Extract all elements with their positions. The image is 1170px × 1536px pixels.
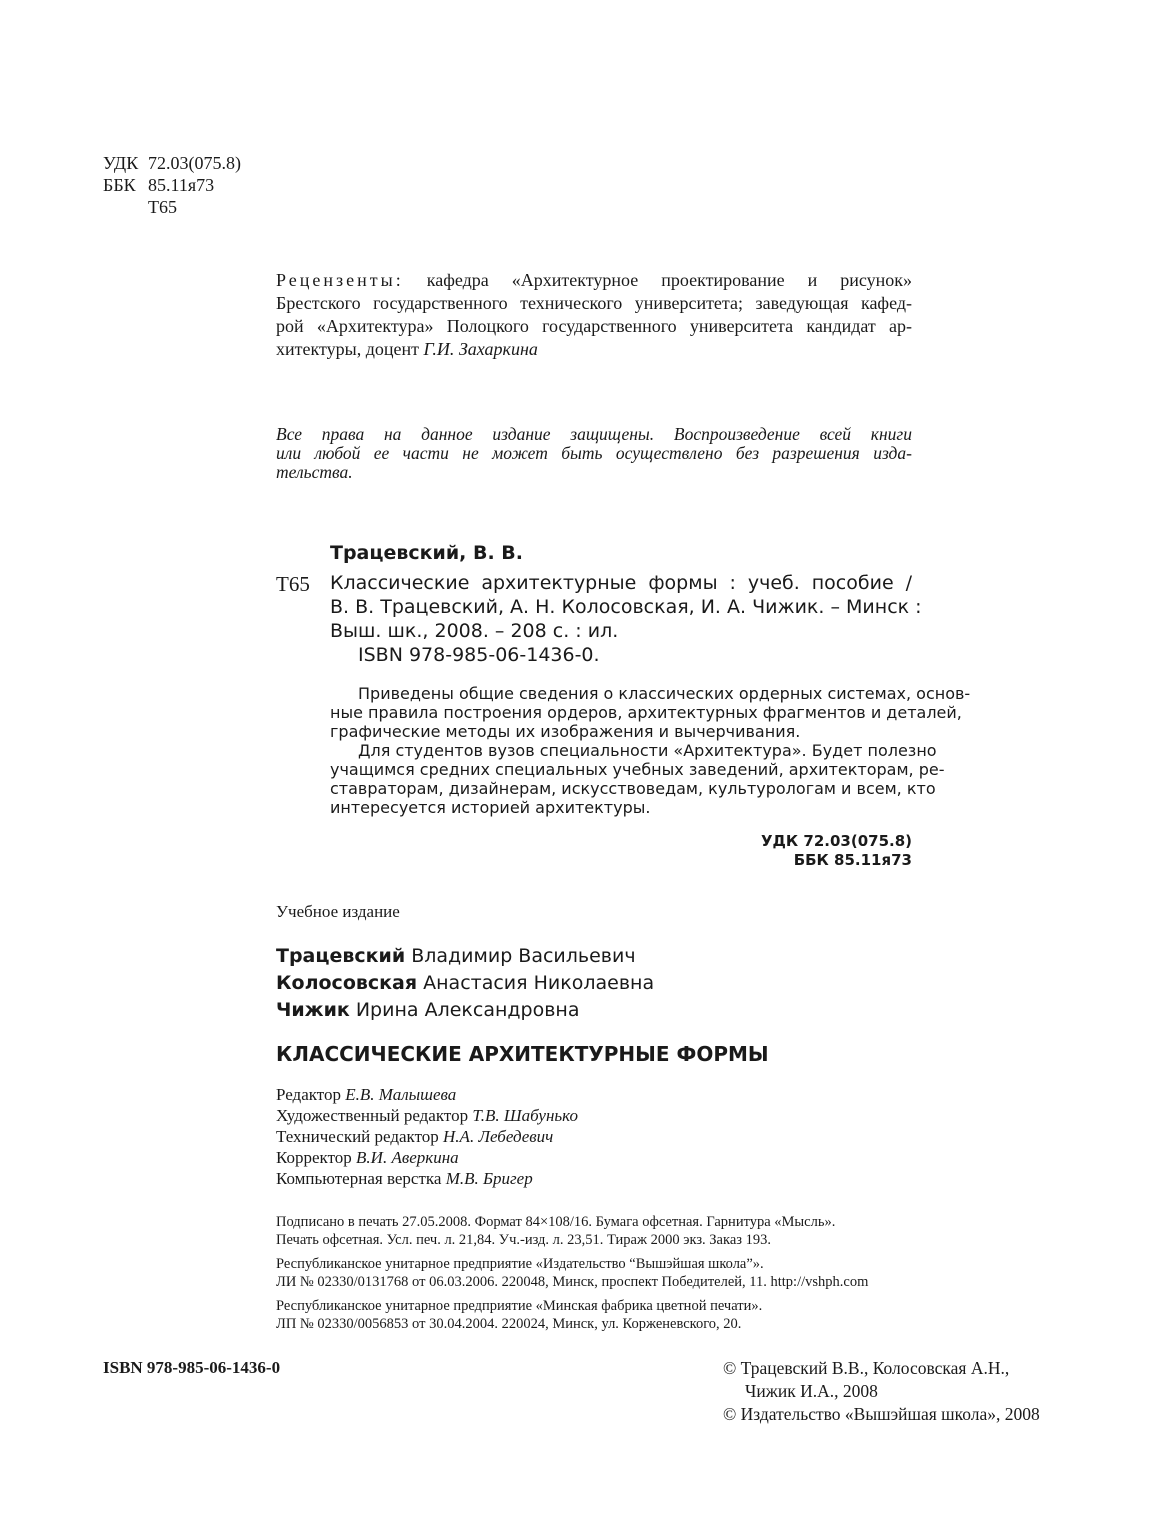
author-3 (276, 999, 579, 1021)
reviewers-line-1: Рецензенты: кафедра «Архитектурное проектирование и рисунок» (276, 270, 912, 290)
classification-codes (103, 152, 241, 218)
annotation-line-3: графические методы их изображения и вычерчивания. (330, 722, 801, 741)
copyright-authors-1: © Трацевский В.В., Колосовская А.Н., (723, 1358, 1010, 1378)
reviewer-name: Г.И. Захаркина (423, 339, 538, 359)
udk-label: УДК (103, 153, 139, 173)
reviewers-line-4: хитектуры, доцент Г.И. Захаркина (276, 339, 538, 359)
author-2 (276, 972, 654, 994)
staff-tech-editor: Технический редактор Н.А. Лебедевич (276, 1127, 554, 1146)
rights-line-3: тельства. (276, 462, 353, 482)
author-1-surname: Трацевский (276, 945, 406, 967)
imprint-print-2: Печать офсетная. Усл. печ. л. 21,84. Уч.-изд. л. 23,51. Тираж 2000 экз. Заказ 193. (276, 1232, 771, 1248)
author-1-name: Владимир Васильевич (411, 945, 636, 967)
catalog-bbk: ББК 85.11я73 (793, 851, 912, 869)
catalog-udk: УДК 72.03(075.8) (760, 832, 912, 850)
author-2-name: Анастасия Николаевна (423, 972, 655, 994)
annotation-line-4: Для студентов вузов специальности «Архитектура». Будет полезно (358, 741, 937, 760)
annotation-line-5: учащимся средних специальных учебных заведений, архитекторам, ре- (330, 760, 945, 779)
author-3-name: Ирина Александровна (355, 999, 580, 1021)
staff-editor: Редактор Е.В. Малышева (276, 1085, 457, 1104)
imprint-publisher-1: Республиканское унитарное предприятие «Издательство “Вышэйшая школа”». (276, 1256, 764, 1272)
author-mark: Т65 (148, 197, 177, 217)
author-1 (276, 945, 636, 967)
copyright-publisher: © Издательство «Вышэйшая школа», 2008 (723, 1404, 1040, 1424)
catalog-code: Т65 (276, 572, 310, 596)
book-title: КЛАССИЧЕСКИЕ АРХИТЕКТУРНЫЕ ФОРМЫ (276, 1042, 769, 1066)
staff-layout: Компьютерная верстка М.В. Бригер (276, 1169, 533, 1188)
author-2-surname: Колосовская (276, 972, 418, 994)
reviewers-line-3: рой «Архитектура» Полоцкого государственного университета кандидат ар- (276, 316, 912, 336)
edition-label: Учебное издание (276, 902, 400, 921)
reviewers-label: Рецензенты: (276, 270, 404, 290)
bbk-label: ББК (103, 175, 136, 195)
copyright-authors-2: Чижик И.А., 2008 (745, 1381, 878, 1401)
staff-corrector: Корректор В.И. Аверкина (276, 1148, 459, 1167)
isbn-footer: ISBN 978-985-06-1436-0 (103, 1358, 281, 1377)
catalog-title-line-1: Классические архитектурные формы : учеб. пособие / (330, 572, 912, 594)
catalog-author: Трацевский, В. В. (330, 542, 524, 564)
catalog-isbn: ISBN 978-985-06-1436-0. (358, 644, 600, 666)
imprint-printer-2: ЛП № 02330/0056853 от 30.04.2004. 220024, Минск, ул. Корженевского, 20. (276, 1316, 742, 1332)
reviewers-line-2: Брестского государственного технического университета; заведующая кафед- (276, 293, 912, 313)
rights-line-2: или любой ее части не может быть осуществлено без разрешения изда- (276, 443, 912, 463)
imprint-printer-1: Республиканское унитарное предприятие «Минская фабрика цветной печати». (276, 1298, 763, 1314)
annotation-line-6: ставраторам, дизайнерам, искусствоведам, культурологам и всем, кто (330, 779, 936, 798)
annotation-line-1: Приведены общие сведения о классических ордерных системах, основ- (358, 684, 971, 703)
annotation-line-7: интересуется историей архитектуры. (330, 798, 651, 817)
rights-line-1: Все права на данное издание защищены. Воспроизведение всей книги (276, 424, 912, 444)
staff-art-editor: Художественный редактор Т.В. Шабунько (276, 1106, 578, 1125)
catalog-title-line-2: В. В. Трацевский, А. Н. Колосовская, И. А. Чижик. – Минск : (330, 596, 922, 618)
annotation-line-2: ные правила построения ордеров, архитектурных фрагментов и деталей, (330, 703, 962, 722)
catalog-title-line-3: Выш. шк., 2008. – 208 с. : ил. (330, 620, 619, 642)
imprint-print-1: Подписано в печать 27.05.2008. Формат 84×108/16. Бумага офсетная. Гарнитура «Мысль». (276, 1214, 836, 1230)
author-3-surname: Чижик (276, 999, 350, 1021)
udk-value: 72.03(075.8) (148, 153, 241, 173)
imprint-publisher-2: ЛИ № 02330/0131768 от 06.03.2006. 220048, Минск, проспект Победителей, 11. http://vshph.com (276, 1274, 869, 1290)
bbk-value: 85.11я73 (148, 175, 215, 195)
